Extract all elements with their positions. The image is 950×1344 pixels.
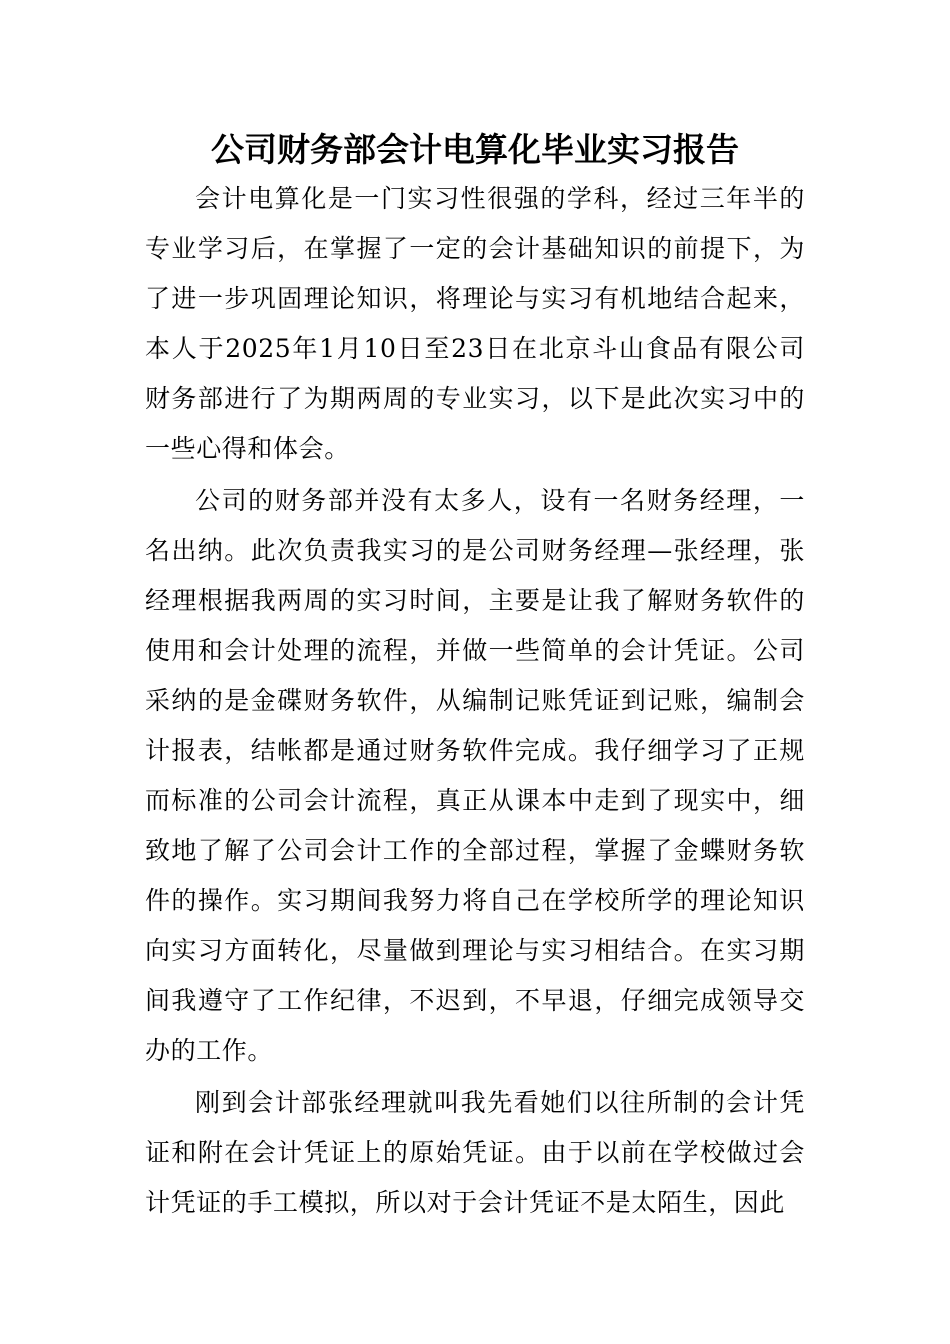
document-body <box>145 174 805 1230</box>
document-title: 公司财务部会计电算化毕业实习报告 <box>211 130 739 169</box>
paragraph-2: 公司的财务部并没有太多人，设有一名财务经理，一名出纳。此次负责我实习的是公司财务经理—张经理，张经理根据我两周的实习时间，主要是让我了解财务软件的使用和会计处理的流程，并做一些简单的会计凭证。公司采纳的是金碟财务软件，从编制记账凭证到记账，编制会计报表，结帐都是通过财务软件完成。我仔细学习了正规而标准的公司会计流程，真正从课本中走到了现实中，细致地了解了公司会计工作的全部过程，掌握了金蝶财务软件的操作。实习期间我努力将自己在学校所学的理论知识向实习方面转化，尽量做到理论与实习相结合。在实习期间我遵守了工作纪律，不迟到，不早退，仔细完成领导交办的工作。 <box>145 486 805 1065</box>
paragraph-1: 会计电算化是一门实习性很强的学科，经过三年半的专业学习后，在掌握了一定的会计基础知识的前提下，为了进一步巩固理论知识，将理论与实习有机地结合起来，本人于2025年1月10日至23日在北京斗山食品有限公司财务部进行了为期两周的专业实习，以下是此次实习中的一些心得和体会。 <box>145 184 805 463</box>
paragraph-3: 刚到会计部张经理就叫我先看她们以往所制的会计凭证和附在会计凭证上的原始凭证。由于以前在学校做过会计凭证的手工模拟，所以对于会计凭证不是太陌生，因此 <box>145 1088 805 1217</box>
